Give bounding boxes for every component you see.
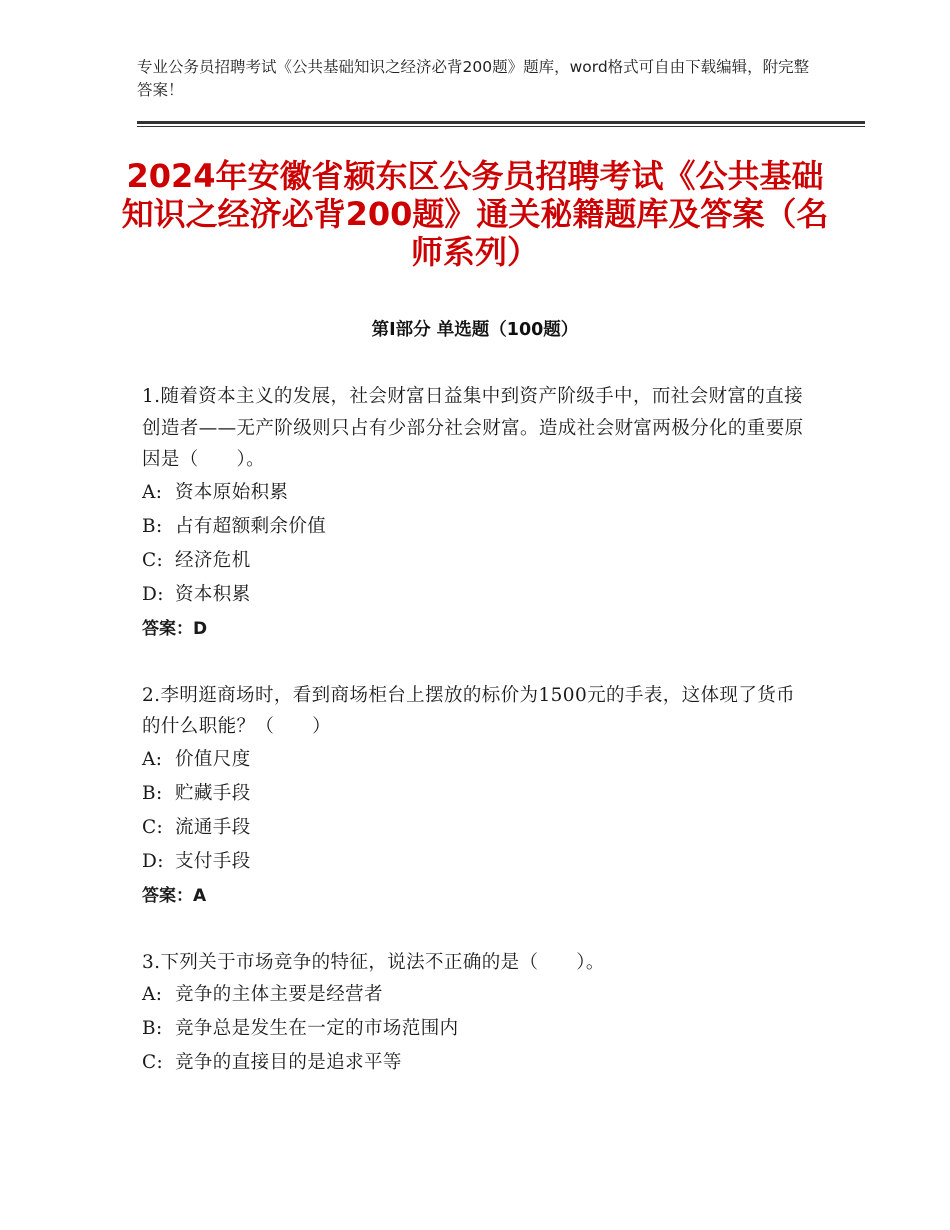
option-text: 竞争的主体主要是经营者 (175, 984, 383, 1005)
option-text: 贮藏手段 (175, 782, 251, 804)
option-b (142, 1012, 807, 1046)
option-c (142, 811, 807, 845)
document-title: 2024年安徽省颍东区公务员招聘考试《公共基础知识之经济必背200题》通关秘籍题库及答案（名师系列） (121, 157, 829, 271)
option-c (142, 1046, 807, 1080)
section-title: 第Ⅰ部分 单选题（100题） (371, 320, 579, 340)
option-a (142, 743, 807, 777)
option-text: 经济危机 (175, 549, 251, 571)
option-letter: D: (142, 850, 164, 872)
option-c (142, 544, 807, 578)
option-letter: B: (142, 1018, 163, 1039)
option-letter: D: (142, 583, 164, 605)
question-stem: 3.下列关于市场竞争的特征，说法不正确的是（ ）。 (142, 951, 605, 973)
header-note: 专业公务员招聘考试《公共基础知识之经济必背200题》题库，word格式可自由下载编辑，附完整答案！ (137, 58, 810, 99)
answer-label: 答案：A (142, 885, 207, 906)
option-a (142, 978, 807, 1012)
option-text: 支付手段 (175, 850, 251, 872)
option-text: 竞争的直接目的是追求平等 (175, 1052, 402, 1073)
option-text: 竞争总是发生在一定的市场范围内 (175, 1018, 459, 1039)
option-letter: A: (142, 481, 163, 503)
option-d (142, 578, 807, 612)
question-3 (142, 947, 807, 1081)
option-text: 资本原始积累 (175, 481, 289, 503)
header-rule-thick (137, 121, 865, 124)
option-letter: B: (142, 515, 163, 537)
option-letter: A: (142, 748, 163, 770)
question-stem: 1.随着资本主义的发展，社会财富日益集中到资产阶级手中，而社会财富的直接创造者——无产阶级则只占有少部分社会财富。造成社会财富两极分化的重要原因是（ ）。 (142, 386, 804, 470)
option-b (142, 510, 807, 544)
option-text: 资本积累 (175, 583, 251, 605)
question-stem: 2.李明逛商场时，看到商场柜台上摆放的标价为1500元的手表，这体现了货币的什么职能？（ ） (142, 684, 796, 737)
option-a (142, 476, 807, 510)
option-b (142, 777, 807, 811)
option-d (142, 845, 807, 879)
option-text: 价值尺度 (175, 748, 251, 770)
header-rule-thin (137, 126, 865, 127)
option-text: 占有超额剩余价值 (175, 515, 327, 537)
question-1 (142, 381, 807, 646)
option-letter: B: (142, 782, 163, 804)
option-letter: C: (142, 1052, 164, 1073)
option-letter: A: (142, 984, 163, 1005)
option-text: 流通手段 (175, 816, 251, 838)
question-list (142, 381, 807, 1114)
option-letter: C: (142, 816, 164, 838)
answer-label: 答案：D (142, 618, 208, 639)
question-2 (142, 680, 807, 913)
option-letter: C: (142, 549, 164, 571)
